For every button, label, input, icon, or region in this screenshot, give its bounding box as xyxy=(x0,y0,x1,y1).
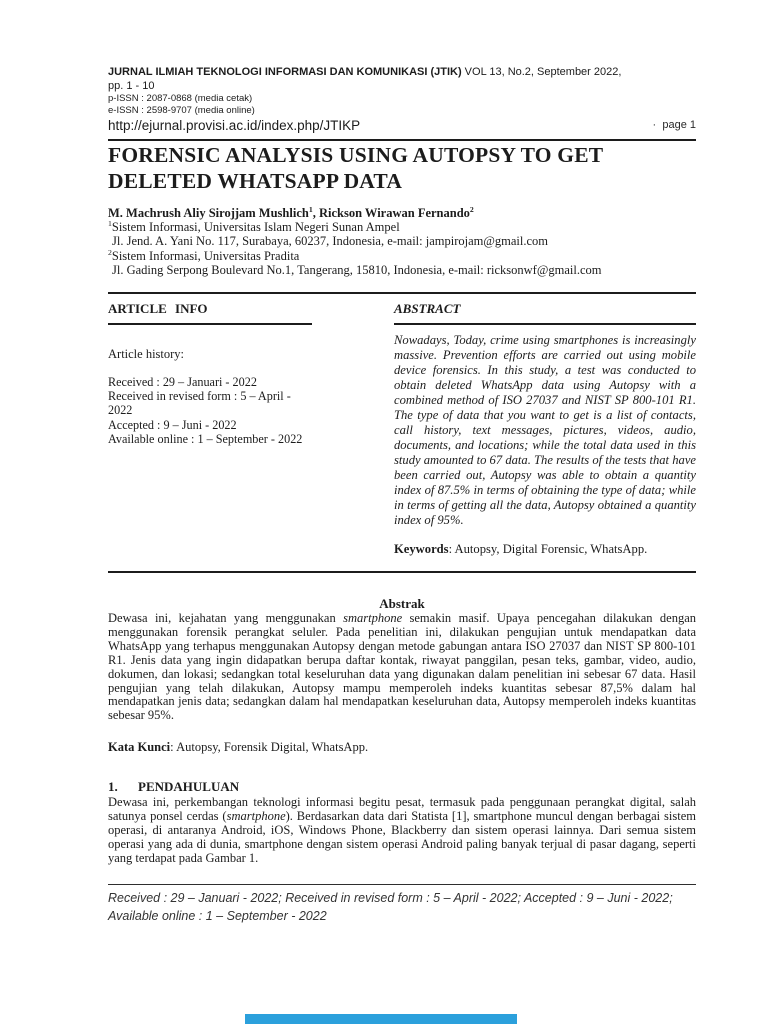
author-2: , Rickson Wirawan Fernando xyxy=(312,206,470,220)
authors-block xyxy=(108,206,696,277)
available-online-date: Available online : 1 – September - 2022 xyxy=(108,431,303,446)
journal-name-line xyxy=(108,66,696,80)
affiliation-1 xyxy=(108,220,696,234)
received-date: Received : 29 – Januari - 2022 xyxy=(108,375,257,389)
bottom-bar xyxy=(245,1014,517,1024)
affiliation-2-address: Jl. Gading Serpong Boulevard No.1, Tangerang, 15810, Indonesia, e-mail: ricksonwf@gmail.com xyxy=(112,262,602,277)
intro-text-part2: ). Berdasarkan data dari Statista [1], smartphone muncul dengan berbagai sistem operasi, di antaranya Android, iOS, Windows Phone, Blackberry dan sistem operasi lainnya. Dari semua sistem operasi yang ada di dunia, smartphone dengan sistem operasi Android paling banyak terjual di pasar dagang, seperti yang terdapat pada Gambar 1. xyxy=(108,808,696,865)
kata-kunci-list: : Autopsy, Forensik Digital, WhatsApp. xyxy=(170,740,369,754)
article-title xyxy=(108,142,696,194)
abstract-heading: ABSTRACT xyxy=(394,301,696,325)
journal-url-row xyxy=(108,117,696,134)
journal-url-link[interactable]: http://ejurnal.provisi.ac.id/index.php/JTIKP xyxy=(108,118,361,133)
author-1-affil-mark: 1 xyxy=(308,204,313,214)
revised-date: Received in revised form : 5 – April - 2022 xyxy=(108,389,291,418)
article-history-dates xyxy=(108,375,312,446)
section-1-paragraph xyxy=(108,796,696,866)
affiliation-2-text: Sistem Informasi, Universitas Pradita xyxy=(111,248,300,263)
affiliation-2-mark: 2 xyxy=(108,247,112,257)
article-info-heading: ARTICLE INFO xyxy=(108,301,312,325)
keywords-list: : Autopsy, Digital Forensic, WhatsApp. xyxy=(448,542,648,556)
page-number: page 1 xyxy=(662,119,696,131)
kata-kunci-label: Kata Kunci xyxy=(108,740,171,754)
accepted-date: Accepted : 9 – Juni - 2022 xyxy=(108,417,237,432)
journal-volume: VOL 13, No.2, September 2022, xyxy=(461,66,622,78)
abstrak-text xyxy=(108,612,696,723)
info-abstract-section xyxy=(108,292,696,557)
abstract-column xyxy=(394,301,696,557)
info-columns xyxy=(108,294,696,557)
journal-pages: pp. 1 - 10 xyxy=(108,79,155,92)
article-info-column xyxy=(108,301,312,557)
header-divider xyxy=(108,139,696,141)
affiliation-2 xyxy=(108,249,696,263)
e-issn: e-ISSN : 2598-9707 (media online) xyxy=(108,104,255,116)
affiliation-1-mark: 1 xyxy=(108,219,112,229)
kata-kunci-line xyxy=(108,740,696,755)
intro-text-part1: Dewasa ini, perkembangan teknologi informasi begitu pesat, termasuk pada penggunaan perangkat digital, salah satunya ponsel cerdas ( xyxy=(108,795,696,823)
abstrak-text-part2: semakin masif. Upaya pencegahan dilakukan dengan menggunakan forensik perangkat seluler. Pada penelitian ini, dilakukan pengujian untuk mendapatkan data WhatsApp yang terhapus menggunakan Autopsy dengan metode gabungan antara ISO 27037 dan NIST SP 800-101 R1. Jenis data yang ingin didapatkan berupa daftar kontak, riwayat panggilan, pesan teks, gambar, video, audio, dokumen, dan lokasi; sedangkan total keseluruhan data yang digunakan dalam penelitian ini sebesar 67 data. Hasil pengujian yang telah dilakukan, Autopsy mampu memperoleh indeks kuantitas sebesar 87,5% dalam hal mendapatkan jenis data; sedangkan dalam hal mendapatkan keseluruhan data, Autopsy memperoleh indeks kuantitas sebesar 95%. xyxy=(108,611,696,723)
article-title-line-2: DELETED WHATSAPP DATA xyxy=(108,169,403,193)
footer-received-note: Received : 29 – Januari - 2022; Received in revised form : 5 – April - 2022; Accepted : 9 – Juni - 2022; Available online : 1 – September - 2022 xyxy=(108,891,673,923)
abstract-bottom-rule xyxy=(108,571,696,573)
footer-rule xyxy=(108,884,696,885)
journal-name: JURNAL ILMIAH TEKNOLOGI INFORMASI DAN KOMUNIKASI (JTIK) xyxy=(108,66,462,78)
p-issn: p-ISSN : 2087-0868 (media cetak) xyxy=(108,93,253,104)
author-1: M. Machrush Aliy Sirojjam Mushlich xyxy=(108,206,309,220)
bullet-glyph: · xyxy=(652,119,657,131)
keywords-label: Keywords xyxy=(394,542,449,556)
section-1-number: 1. xyxy=(108,779,118,794)
affiliation-1-text: Sistem Informasi, Universitas Islam Negeri Sunan Ampel xyxy=(111,220,400,235)
author-2-affil-mark: 2 xyxy=(469,204,474,214)
section-1-heading xyxy=(108,779,696,795)
abstrak-heading: Abstrak xyxy=(379,596,425,611)
abstrak-text-part1: Dewasa ini, kejahatan yang menggunakan xyxy=(108,611,344,625)
author-names xyxy=(108,206,696,220)
section-1-title: PENDAHULUAN xyxy=(138,779,240,794)
page-indicator xyxy=(653,117,696,134)
abstract-text: Nowadays, Today, crime using smartphones is increasingly massive. Prevention efforts are carried out using mobile device forensics. In this study, a test was conducted to obtain deleted WhatsApp data using Autopsy with a combined method of ISO 27037 and NIST SP 800-101 R1. The type of data that you want to get is a list of contacts, call history, text messages, pictures, videos, audio, documents, and locations; while the total data used in this study amounted to 67 data. The results of the tests that have been carried out, Autopsy was able to obtain a quantity index of 87.5% in terms of obtaining the type of data; while in terms of getting all the data, Autopsy obtained a quantity index of 95%. xyxy=(394,333,696,527)
keywords-line xyxy=(394,542,696,557)
article-title-line-1: FORENSIC ANALYSIS USING AUTOPSY TO GET xyxy=(108,143,604,167)
journal-running-head xyxy=(108,66,696,141)
intro-italic-term: smartphone xyxy=(226,808,286,823)
abstrak-italic-term: smartphone xyxy=(343,611,403,625)
affiliation-1-address: Jl. Jend. A. Yani No. 117, Surabaya, 60237, Indonesia, e-mail: jampirojam@gmail.com xyxy=(112,234,548,249)
article-history-label: Article history: xyxy=(108,347,185,361)
